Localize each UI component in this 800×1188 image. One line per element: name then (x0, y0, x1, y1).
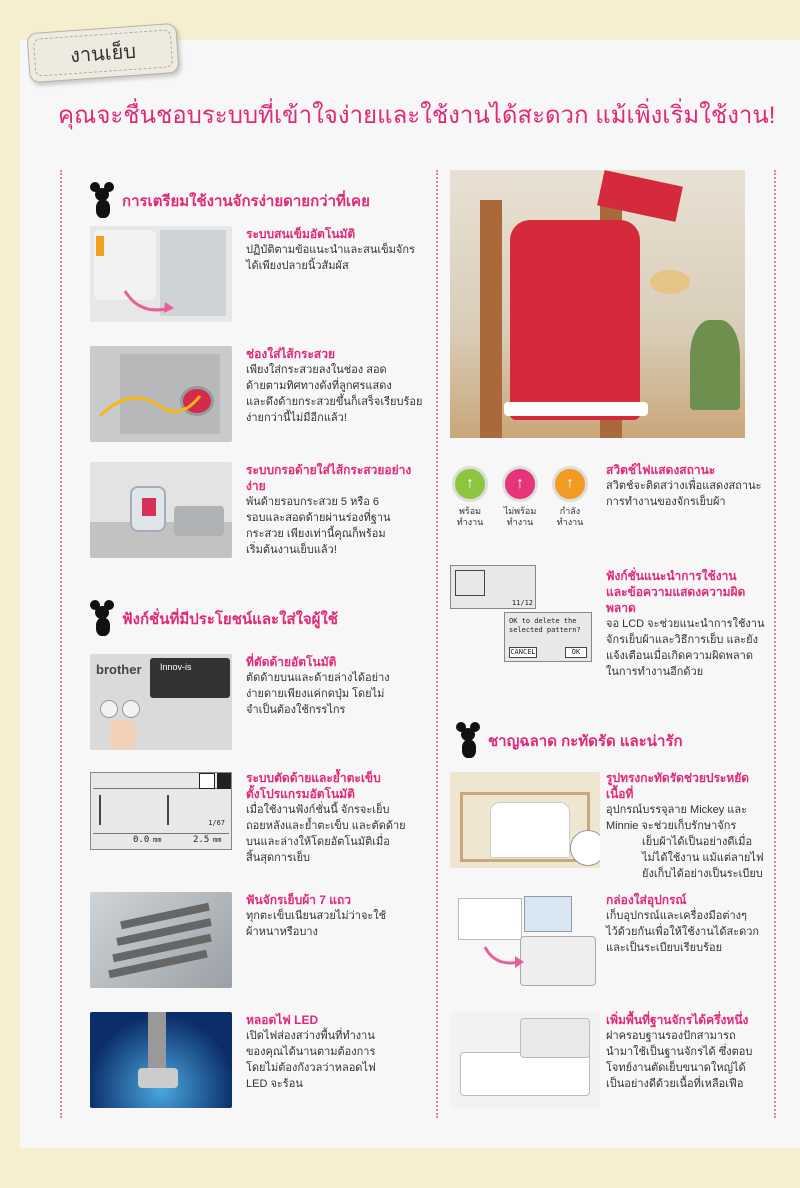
item-bobbin-winder (246, 462, 426, 558)
divider-left (60, 170, 62, 1118)
extension-table-title: เพิ่มพื้นที่ฐานจักรได้ครึ่งหนึ่ง (606, 1013, 749, 1027)
led-line: เปิดไฟส่องสว่างพื้นที่ทำงาน (246, 1030, 375, 1042)
bobbin-winder-title: ระบบกรอด้ายใส่ไส้กระสวยอย่างง่าย (246, 463, 412, 493)
bobbin-winder-photo (90, 462, 232, 558)
auto-threader-line: ปฏิบัติตามข้อแนะนำและสนเข็มจักร (246, 244, 415, 256)
section-title-prep (90, 182, 370, 220)
bobbin-slot-line: ง่ายกว่านี้ไม่มีอีกแล้ว! (246, 412, 347, 424)
lcd-length-unit: mm (213, 836, 222, 844)
item-accessory-box (606, 892, 774, 956)
status-switch-title: สวิตช์ไฟแสดงสถานะ (606, 463, 716, 477)
auto-threader-line: ได้เพียงปลายนิ้วสัมผัส (246, 260, 349, 272)
item-auto-cutter (246, 654, 426, 718)
error-ok-button[interactable]: OK (565, 647, 587, 658)
feed-dogs-photo (90, 892, 232, 988)
extension-table-line: โจทย์งานตัดเย็บขนาดใหญ่ได้ (606, 1062, 746, 1074)
programmable-line: สิ้นสุดการเย็บ (246, 852, 311, 864)
model-logo: Innov-is (160, 662, 192, 672)
ready-label-2: ทำงาน (456, 517, 484, 527)
section-tab-label: งานเย็บ (69, 40, 137, 68)
led-line: LED จะร้อน (246, 1078, 303, 1090)
lcd-page-number: 1/67 (208, 819, 225, 827)
led-line: ของคุณได้นานตามต้องการ (246, 1046, 376, 1058)
auto-threader-title: ระบบสนเข็มอัตโนมัติ (246, 227, 356, 241)
program-lcd (90, 772, 232, 850)
bobbin-winder-line: พันด้ายรอบกระสวย 5 หรือ 6 (246, 496, 380, 508)
not-ready-label-1: ไม่พร้อม (503, 506, 537, 516)
bobbin-slot-title: ช่องใส่ไส้กระสวย (246, 347, 336, 361)
mickey-icon (90, 600, 116, 638)
page-headline: คุณจะชื่นชอบระบบที่เข้าใจง่ายและใช้งานได้สะดวก แม้เพิ่งเริ่มใช้งาน! (58, 102, 776, 129)
error-message-1: OK to delete the (509, 617, 577, 625)
not-ready-status-label (495, 506, 545, 528)
item-bobbin-slot (246, 346, 426, 426)
error-message-2: selected pattern? (509, 626, 581, 634)
accessory-box-title: กล่องใส่อุปกรณ์ (606, 893, 687, 907)
auto-cutter-photo (90, 654, 232, 750)
not-ready-label-2: ทำงาน (506, 517, 534, 527)
guide-title-2: และข้อความแสดงความผิดพลาด (606, 585, 746, 615)
divider-middle (436, 170, 438, 1118)
running-status-icon: ↑ (552, 466, 588, 502)
bobbin-slot-line: เพียงใส่กระสวยลงในช่อง สอด (246, 364, 387, 376)
extension-table-line: ฝาครอบฐานรองปักสามารถ (606, 1030, 736, 1042)
accessory-box-line: เก็บอุปกรณ์และเครื่องมือต่างๆ (606, 910, 747, 922)
item-extension-table (606, 1012, 774, 1092)
brand-logo: brother (96, 662, 142, 677)
feed-dogs-line: ผ้าหนาหรือบาง (246, 926, 318, 938)
bobbin-winder-line: กระสวย เพียงเท่านี้คุณก็พร้อม (246, 528, 386, 540)
programmable-title: ระบบตัดด้ายและย้ำตะเข็บ (246, 771, 381, 785)
accessory-box-line: และเป็นระเบียบเรียบร้อย (606, 942, 723, 954)
not-ready-status-icon: ↑ (502, 466, 538, 502)
feed-dogs-title: ฟันจักรเย็บผ้า 7 แถว (246, 893, 352, 907)
ready-status-label (445, 506, 495, 528)
extension-table-line: นำมาใช้เป็นฐานจักรได้ ซึ่งตอบ (606, 1046, 753, 1058)
item-compact-design (606, 770, 774, 882)
guide-line: ในการทำงานอีกด้วย (606, 666, 704, 678)
bobbin-slot-line: และดึงด้ายกระสวยขึ้นก็เสร็จเรียบร้อย (246, 396, 423, 408)
section-title-prep-text: การเตรียมใช้งานจักรง่ายดายกว่าที่เคย (122, 193, 370, 210)
extension-table-photo (450, 1012, 600, 1108)
guide-line: แจ้งเตือนเมื่อเกิดความผิดพลาด (606, 650, 753, 662)
extension-table-line: เป็นอย่างดีด้วยเนื้อที่เหลือเฟือ (606, 1078, 744, 1090)
bobbin-slot-line: ด้ายตามทิศทางดังที่ลูกศรแสดง (246, 380, 392, 392)
mickey-icon (90, 182, 116, 220)
auto-cutter-title: ที่ตัดด้ายอัตโนมัติ (246, 655, 337, 669)
guide-line: จอ LCD จะช่วยแนะนำการใช้งาน (606, 618, 765, 630)
bobbin-winder-line: เริ่มต้นงานเย็บแล้ว! (246, 544, 337, 556)
compact-design-line: อุปกรณ์บรรจุลาย Mickey และ (606, 804, 748, 816)
guide-title: ฟังก์ชั่นแนะนำการใช้งาน (606, 569, 737, 583)
section-title-features (90, 600, 338, 638)
compact-design-line: ยังเก็บได้อย่างเป็นระเบียบ (642, 868, 763, 880)
running-label-1: กำลัง (559, 506, 581, 516)
item-feed-dogs (246, 892, 426, 940)
compact-storage-photo (450, 772, 600, 868)
item-auto-threader (246, 226, 426, 274)
compact-design-line: Minnie จะช่วยเก็บรักษาจักร (606, 820, 737, 832)
auto-cutter-line: ตัดด้ายบนและด้ายล่างได้อย่าง (246, 672, 390, 684)
running-status-label (545, 506, 595, 528)
item-led (246, 1012, 426, 1092)
error-cancel-button[interactable]: CANCEL (510, 648, 536, 656)
section-title-smart-text: ชาญฉลาด กะทัดรัด และน่ารัก (488, 733, 683, 750)
led-photo (90, 1012, 232, 1108)
feed-dogs-line: ทุกตะเข็บเนียนสวยไม่ว่าจะใช้ (246, 910, 387, 922)
ready-status-icon: ↑ (452, 466, 488, 502)
section-title-smart (456, 722, 683, 760)
accessory-box-line: ไว้ด้วยกันเพื่อให้ใช้งานได้สะดวก (606, 926, 760, 938)
bobbin-slot-photo (90, 346, 232, 442)
led-title: หลอดไฟ LED (246, 1013, 319, 1027)
programmable-line: เมื่อใช้งานฟังก์ชั่นนี้ จักรจะเย็บ (246, 804, 390, 816)
auto-cutter-line: จำเป็นต้องใช้กรรไกร (246, 704, 346, 716)
programmable-title-2: ตั้งโปรแกรมอัตโนมัติ (246, 787, 355, 801)
section-tab (26, 23, 179, 83)
bobbin-winder-line: รอบและสอดด้ายผ่านร่องที่ฐาน (246, 512, 391, 524)
compact-design-line: ไม่ได้ใช้งาน แม้แต่ลายไฟ (642, 852, 764, 864)
item-status-switch (606, 462, 771, 510)
guide-lcd-page: 11/12 (511, 599, 533, 607)
divider-right (774, 170, 776, 1118)
lcd-width-value: 0.0 (133, 835, 150, 845)
ready-label-1: พร้อม (458, 506, 482, 516)
threader-photo (90, 226, 232, 322)
auto-cutter-line: ง่ายดายเพียงแค่กดปุ่ม โดยไม่ (246, 688, 385, 700)
lcd-width-unit: mm (153, 836, 162, 844)
lcd-length-value: 2.5 (193, 835, 210, 845)
status-switch-line: การทำงานของจักรเย็บผ้า (606, 496, 726, 508)
item-guide (606, 568, 771, 680)
section-title-features-text: ฟังก์ชั่นที่มีประโยชน์และใส่ใจผู้ใช้ (122, 611, 338, 628)
compact-design-line: เย็บผ้าได้เป็นอย่างดีเมื่อ (642, 836, 753, 848)
mickey-icon (456, 722, 482, 760)
status-switch-line: สวิตช์จะติดสว่างเพื่อแสดงสถานะ (606, 480, 762, 492)
apron-chair-photo (450, 170, 745, 438)
programmable-line: ถอยหลังและย้ำตะเข็บ และตัดด้าย (246, 820, 406, 832)
led-line: โดยไม่ต้องกังวลว่าหลอดไฟ (246, 1062, 376, 1074)
programmable-line: บนและล่างให้โดยอัตโนมัติเมื่อ (246, 836, 390, 848)
guide-lcd (450, 565, 536, 609)
compact-design-title: รูปทรงกะทัดรัดช่วยประหยัดเนื้อที่ (606, 771, 750, 801)
accessory-box-photo (450, 892, 600, 988)
guide-line: จักรเย็บผ้าและวิธีการเย็บ และยัง (606, 634, 758, 646)
item-programmable (246, 770, 426, 866)
error-lcd (504, 612, 592, 662)
running-label-2: ทำงาน (556, 517, 584, 527)
